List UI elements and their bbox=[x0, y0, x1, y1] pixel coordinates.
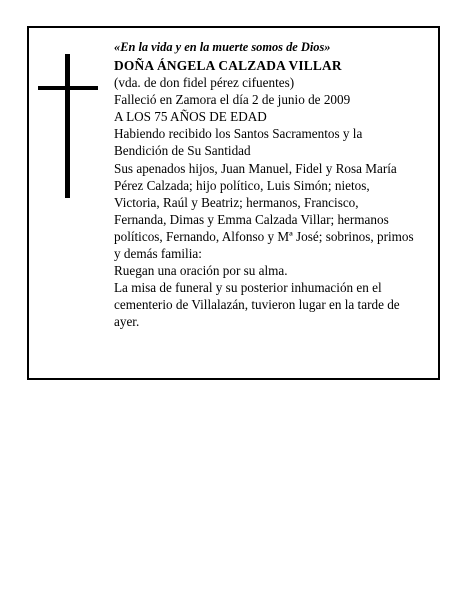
sacraments-paragraph: Habiendo recibido los Santos Sacramentos y la Bendición de Su Santidad bbox=[114, 126, 363, 159]
prayer-request: Ruegan una oración por su alma. bbox=[114, 263, 288, 279]
funeral-paragraph: La misa de funeral y su posterior inhumación en el cementerio de Villalazán, tuvieron lugar en la tarde de ayer. bbox=[114, 280, 400, 330]
obituary-text bbox=[114, 40, 414, 331]
deceased-name: DOÑA ÁNGELA CALZADA VILLAR bbox=[114, 58, 342, 73]
family-paragraph: Sus apenados hijos, Juan Manuel, Fidel y Rosa María Pérez Calzada; hijo político, Luis Simón; nietos, Victoria, Raúl y Beatriz; hermanos, Francisco, Fernanda, Dimas y Emma Calzada Villar; hermanos políticos, Fernando, Alfonso y Mª José; sobrinos, primos y demás familia: bbox=[114, 160, 414, 262]
death-place-date: Falleció en Zamora el día 2 de junio de 2009 bbox=[114, 92, 351, 108]
cross-horizontal-bar bbox=[38, 86, 98, 90]
widow-of-line: (vda. de don fidel pérez cifuentes) bbox=[114, 75, 295, 91]
cross-icon bbox=[38, 54, 98, 198]
age-at-death: A LOS 75 AÑOS DE EDAD bbox=[114, 109, 267, 125]
religious-motto: «En la vida y en la muerte somos de Dios» bbox=[114, 40, 331, 54]
cross-vertical-bar bbox=[65, 54, 70, 198]
